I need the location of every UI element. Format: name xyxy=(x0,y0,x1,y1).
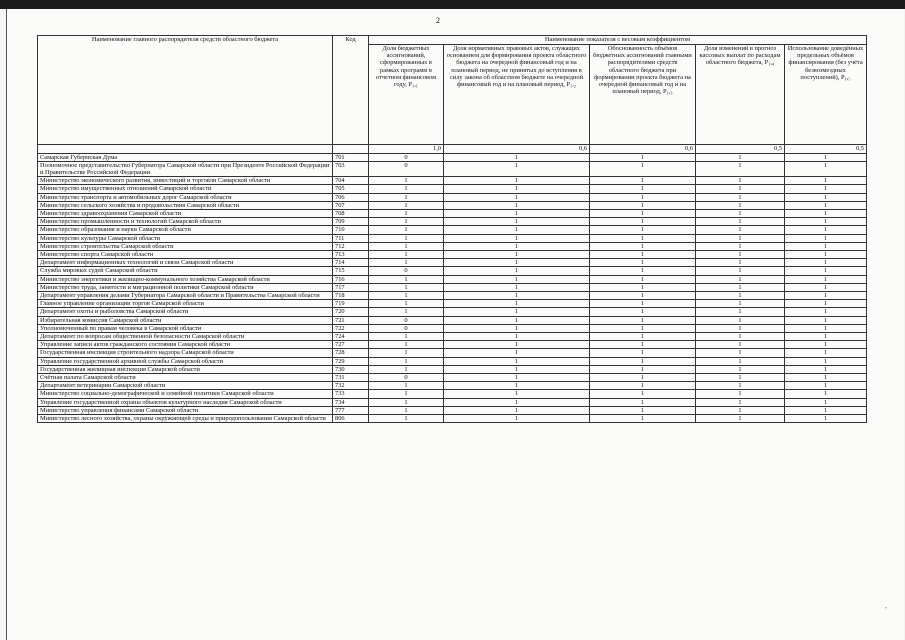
row-value-p15: 1 xyxy=(785,153,867,161)
row-code: 712 xyxy=(333,242,369,250)
row-value-p14: 1 xyxy=(696,406,785,414)
row-code: 806 xyxy=(333,415,369,423)
row-value-p13: 1 xyxy=(590,300,696,308)
row-value-p14: 1 xyxy=(696,390,785,398)
row-value-p11: 1 xyxy=(369,201,444,209)
row-value-p12: 1 xyxy=(444,267,590,275)
table-row xyxy=(38,193,867,201)
row-name: Министерство сельского хозяйства и продовольствия Самарской области xyxy=(38,201,333,209)
row-code: 724 xyxy=(333,332,369,340)
row-value-p12: 1 xyxy=(444,398,590,406)
row-code: 728 xyxy=(333,349,369,357)
row-value-p11: 1 xyxy=(369,275,444,283)
row-value-p14: 1 xyxy=(696,382,785,390)
row-value-p12: 1 xyxy=(444,373,590,381)
row-name: Министерство социально-демографической и семейной политики Самарской области xyxy=(38,390,333,398)
row-value-p13: 1 xyxy=(590,283,696,291)
row-value-p13: 1 xyxy=(590,153,696,161)
row-code: 711 xyxy=(333,234,369,242)
table-row xyxy=(38,275,867,283)
row-name: Департамент по вопросам общественной безопасности Самарской области xyxy=(38,332,333,340)
table-row xyxy=(38,390,867,398)
row-code: 709 xyxy=(333,218,369,226)
row-value-p14: 1 xyxy=(696,300,785,308)
table-row xyxy=(38,218,867,226)
row-value-p13: 1 xyxy=(590,275,696,283)
row-name: Государственная инспекция строительного надзора Самарской области xyxy=(38,349,333,357)
row-value-p11: 1 xyxy=(369,300,444,308)
row-value-p11: 1 xyxy=(369,283,444,291)
row-value-p11: 1 xyxy=(369,341,444,349)
row-value-p12: 1 xyxy=(444,218,590,226)
table-row xyxy=(38,415,867,423)
row-code: 716 xyxy=(333,275,369,283)
row-value-p11: 1 xyxy=(369,357,444,365)
row-value-p14: 1 xyxy=(696,308,785,316)
row-name: Министерство имущественных отношений Самарской области xyxy=(38,185,333,193)
row-name: Самарская Губернская Дума xyxy=(38,153,333,161)
table-row xyxy=(38,250,867,258)
table-row xyxy=(38,177,867,185)
row-name: Министерство строительства Самарской области xyxy=(38,242,333,250)
scan-top-edge xyxy=(0,0,905,9)
row-value-p13: 1 xyxy=(590,415,696,423)
row-value-p12: 1 xyxy=(444,332,590,340)
row-value-p15: 1 xyxy=(785,242,867,250)
row-code: 715 xyxy=(333,267,369,275)
row-value-p14: 1 xyxy=(696,341,785,349)
row-name: Министерство лесного хозяйства, охраны окружающей среды и природопользования Самарской области xyxy=(38,415,333,423)
header-indicator-p12: Доля нормативных правовых актов, служащих основанием для формирования проекта областного бюджета на очередной финансовый год и на плановый период, не принятых до вступления в силу закона об областном бюджете на очередной финансовый год и на плановый период, P₁,₂ xyxy=(444,45,590,145)
row-name: Управление государственной архивной службы Самарской области xyxy=(38,357,333,365)
row-value-p15: 1 xyxy=(785,209,867,217)
row-value-p14: 1 xyxy=(696,291,785,299)
table-row xyxy=(38,357,867,365)
table-body xyxy=(38,153,867,423)
row-value-p15: 1 xyxy=(785,161,867,176)
row-name: Управление записи актов гражданского состояния Самарской области xyxy=(38,341,333,349)
row-value-p13: 1 xyxy=(590,259,696,267)
row-value-p14: 1 xyxy=(696,161,785,176)
row-value-p12: 1 xyxy=(444,357,590,365)
row-value-p11: 1 xyxy=(369,365,444,373)
row-value-p12: 1 xyxy=(444,390,590,398)
row-value-p12: 1 xyxy=(444,153,590,161)
row-name: Избирательная комиссия Самарской области xyxy=(38,316,333,324)
row-value-p15: 1 xyxy=(785,275,867,283)
row-value-p12: 1 xyxy=(444,259,590,267)
table-row xyxy=(38,242,867,250)
row-value-p15: 1 xyxy=(785,332,867,340)
row-value-p13: 1 xyxy=(590,332,696,340)
row-name: Министерство энергетики и жилищно-коммунального хозяйства Самарской области xyxy=(38,275,333,283)
row-value-p11: 0 xyxy=(369,153,444,161)
row-value-p15: 1 xyxy=(785,291,867,299)
weights-row xyxy=(38,145,867,154)
row-value-p14: 1 xyxy=(696,234,785,242)
row-code: 705 xyxy=(333,185,369,193)
row-value-p13: 1 xyxy=(590,316,696,324)
table-row xyxy=(38,283,867,291)
row-code: 704 xyxy=(333,177,369,185)
budget-indicators-table xyxy=(37,35,867,423)
row-value-p15: 1 xyxy=(785,406,867,414)
table-row xyxy=(38,373,867,381)
row-value-p12: 1 xyxy=(444,300,590,308)
header-indicator-p14: Доля изменений в прогноз кассовых выплат по расходам областного бюджета, P₁,₄ xyxy=(696,45,785,145)
row-value-p14: 1 xyxy=(696,415,785,423)
row-value-p11: 1 xyxy=(369,398,444,406)
row-value-p15: 1 xyxy=(785,373,867,381)
row-code: 710 xyxy=(333,226,369,234)
weight-p14: 0,5 xyxy=(696,145,785,154)
row-name: Министерство экономического развития, инвестиций и торговли Самарской области xyxy=(38,177,333,185)
row-code: 720 xyxy=(333,308,369,316)
row-value-p13: 1 xyxy=(590,349,696,357)
row-name: Министерство здравоохранения Самарской области xyxy=(38,209,333,217)
row-value-p15: 1 xyxy=(785,357,867,365)
weights-name-cell xyxy=(38,145,333,154)
row-value-p11: 1 xyxy=(369,242,444,250)
row-value-p14: 1 xyxy=(696,373,785,381)
row-value-p12: 1 xyxy=(444,406,590,414)
header-code-column: Код xyxy=(333,36,369,145)
row-name: Министерство образования и науки Самарской области xyxy=(38,226,333,234)
row-code: 730 xyxy=(333,365,369,373)
table-row xyxy=(38,153,867,161)
row-value-p14: 1 xyxy=(696,226,785,234)
row-value-p14: 1 xyxy=(696,218,785,226)
table-row xyxy=(38,332,867,340)
row-value-p15: 1 xyxy=(785,349,867,357)
table-row xyxy=(38,300,867,308)
scan-speck: , xyxy=(885,602,887,610)
row-name: Государственная жилищная инспекция Самарской области xyxy=(38,365,333,373)
row-value-p13: 1 xyxy=(590,373,696,381)
row-name: Министерство спорта Самарской области xyxy=(38,250,333,258)
table-row xyxy=(38,267,867,275)
row-value-p12: 1 xyxy=(444,185,590,193)
header-indicator-p15: Использование доведённых предельных объёмов финансирования (без учёта безвозмездных поступлений), P₁,₅ xyxy=(785,45,867,145)
row-name: Министерство управления финансами Самарской области xyxy=(38,406,333,414)
row-value-p14: 1 xyxy=(696,193,785,201)
table-row xyxy=(38,201,867,209)
row-value-p14: 1 xyxy=(696,250,785,258)
row-value-p15: 1 xyxy=(785,390,867,398)
row-value-p13: 1 xyxy=(590,357,696,365)
weight-p15: 0,5 xyxy=(785,145,867,154)
row-value-p11: 1 xyxy=(369,382,444,390)
row-value-p11: 1 xyxy=(369,185,444,193)
row-value-p11: 0 xyxy=(369,373,444,381)
row-value-p15: 1 xyxy=(785,316,867,324)
row-value-p15: 1 xyxy=(785,218,867,226)
table-row xyxy=(38,406,867,414)
row-value-p12: 1 xyxy=(444,415,590,423)
row-value-p11: 1 xyxy=(369,390,444,398)
row-value-p13: 1 xyxy=(590,250,696,258)
row-name: Министерство транспорта и автомобильных дорог Самарской области xyxy=(38,193,333,201)
row-value-p14: 1 xyxy=(696,242,785,250)
row-name: Главное управление организации торгов Самарской области xyxy=(38,300,333,308)
row-value-p13: 1 xyxy=(590,177,696,185)
table-row xyxy=(38,209,867,217)
row-value-p15: 1 xyxy=(785,193,867,201)
row-value-p12: 1 xyxy=(444,341,590,349)
row-value-p11: 0 xyxy=(369,324,444,332)
row-value-p13: 1 xyxy=(590,398,696,406)
row-value-p12: 1 xyxy=(444,349,590,357)
row-value-p14: 1 xyxy=(696,201,785,209)
weight-p11: 1,0 xyxy=(369,145,444,154)
row-value-p15: 1 xyxy=(785,341,867,349)
row-value-p14: 1 xyxy=(696,365,785,373)
row-value-p12: 1 xyxy=(444,275,590,283)
row-value-p12: 1 xyxy=(444,308,590,316)
row-value-p11: 1 xyxy=(369,259,444,267)
row-code: 734 xyxy=(333,398,369,406)
row-value-p11: 0 xyxy=(369,316,444,324)
row-name: Министерство труда, занятости и миграционной политики Самарской области xyxy=(38,283,333,291)
row-code: 714 xyxy=(333,259,369,267)
row-value-p14: 1 xyxy=(696,267,785,275)
row-code: 729 xyxy=(333,357,369,365)
row-name: Служба мировых судей Самарской области xyxy=(38,267,333,275)
row-code: 719 xyxy=(333,300,369,308)
row-value-p11: 1 xyxy=(369,177,444,185)
table-row xyxy=(38,341,867,349)
row-value-p15: 1 xyxy=(785,415,867,423)
row-value-p13: 1 xyxy=(590,193,696,201)
row-value-p15: 1 xyxy=(785,300,867,308)
row-value-p12: 1 xyxy=(444,234,590,242)
row-value-p14: 1 xyxy=(696,357,785,365)
row-value-p14: 1 xyxy=(696,177,785,185)
table-row xyxy=(38,291,867,299)
row-value-p13: 1 xyxy=(590,242,696,250)
row-value-p11: 1 xyxy=(369,250,444,258)
row-value-p15: 1 xyxy=(785,267,867,275)
table-row xyxy=(38,349,867,357)
row-value-p13: 1 xyxy=(590,218,696,226)
page-number: 2 xyxy=(436,16,440,25)
row-value-p11: 1 xyxy=(369,218,444,226)
row-code: 722 xyxy=(333,324,369,332)
table-row xyxy=(38,161,867,176)
row-value-p13: 1 xyxy=(590,161,696,176)
row-value-p15: 1 xyxy=(785,185,867,193)
row-value-p15: 1 xyxy=(785,382,867,390)
row-value-p12: 1 xyxy=(444,161,590,176)
row-value-p14: 1 xyxy=(696,316,785,324)
row-value-p13: 1 xyxy=(590,308,696,316)
row-value-p12: 1 xyxy=(444,201,590,209)
row-value-p11: 1 xyxy=(369,415,444,423)
row-code: 733 xyxy=(333,390,369,398)
row-value-p12: 1 xyxy=(444,209,590,217)
row-code: 708 xyxy=(333,209,369,217)
row-value-p12: 1 xyxy=(444,193,590,201)
header-indicators-group: Наименование показателя с весовым коэффициентом xyxy=(369,36,867,45)
row-code: 732 xyxy=(333,382,369,390)
table-row xyxy=(38,398,867,406)
row-name: Департамент информационных технологий и связи Самарской области xyxy=(38,259,333,267)
row-value-p13: 1 xyxy=(590,267,696,275)
row-value-p15: 1 xyxy=(785,234,867,242)
row-value-p11: 1 xyxy=(369,406,444,414)
row-value-p11: 1 xyxy=(369,291,444,299)
row-code: 706 xyxy=(333,193,369,201)
weights-code-cell xyxy=(333,145,369,154)
row-name: Департамент охоты и рыболовства Самарской области xyxy=(38,308,333,316)
table-row xyxy=(38,226,867,234)
row-code: 717 xyxy=(333,283,369,291)
row-code: 727 xyxy=(333,341,369,349)
row-name: Счётная палата Самарской области xyxy=(38,373,333,381)
row-value-p11: 0 xyxy=(369,161,444,176)
row-value-p15: 1 xyxy=(785,201,867,209)
row-value-p11: 1 xyxy=(369,234,444,242)
row-value-p14: 1 xyxy=(696,398,785,406)
row-name: Управление государственной охраны объектов культурного наследия Самарской области xyxy=(38,398,333,406)
row-value-p13: 1 xyxy=(590,291,696,299)
row-value-p12: 1 xyxy=(444,316,590,324)
header-indicator-p13: Обоснованность объёмов бюджетных ассигнований главными распорядителями средств областного бюджета при формировании проекта бюджета на очередной финансовый год и на плановый период, P₁,₃ xyxy=(590,45,696,145)
row-value-p12: 1 xyxy=(444,283,590,291)
row-code: 718 xyxy=(333,291,369,299)
row-value-p13: 1 xyxy=(590,324,696,332)
row-name: Департамент ветеринарии Самарской области xyxy=(38,382,333,390)
table-row xyxy=(38,308,867,316)
row-value-p14: 1 xyxy=(696,185,785,193)
row-code: 777 xyxy=(333,406,369,414)
row-value-p14: 1 xyxy=(696,324,785,332)
table-row xyxy=(38,234,867,242)
row-value-p14: 1 xyxy=(696,259,785,267)
row-value-p13: 1 xyxy=(590,185,696,193)
row-value-p11: 1 xyxy=(369,226,444,234)
row-value-p11: 1 xyxy=(369,308,444,316)
row-name: Полномочное представительство Губернатора Самарской области при Президенте Российской Федерации и Правительстве Российской Федерации xyxy=(38,161,333,176)
row-value-p14: 1 xyxy=(696,275,785,283)
weight-p12: 0,6 xyxy=(444,145,590,154)
table-row xyxy=(38,185,867,193)
row-value-p12: 1 xyxy=(444,382,590,390)
row-value-p13: 1 xyxy=(590,209,696,217)
row-value-p11: 1 xyxy=(369,349,444,357)
row-code: 703 xyxy=(333,161,369,176)
row-value-p15: 1 xyxy=(785,283,867,291)
row-value-p13: 1 xyxy=(590,406,696,414)
row-value-p15: 1 xyxy=(785,259,867,267)
row-value-p13: 1 xyxy=(590,382,696,390)
row-value-p14: 1 xyxy=(696,153,785,161)
row-value-p15: 1 xyxy=(785,398,867,406)
row-value-p11: 1 xyxy=(369,209,444,217)
row-value-p14: 1 xyxy=(696,332,785,340)
row-value-p12: 1 xyxy=(444,177,590,185)
row-value-p15: 1 xyxy=(785,308,867,316)
row-code: 707 xyxy=(333,201,369,209)
row-value-p15: 1 xyxy=(785,226,867,234)
row-name: Департамент управления делами Губернатора Самарской области и Правительства Самарской области xyxy=(38,291,333,299)
row-value-p15: 1 xyxy=(785,250,867,258)
row-name: Министерство культуры Самарской области xyxy=(38,234,333,242)
row-value-p14: 1 xyxy=(696,349,785,357)
row-name: Министерство промышленности и технологий Самарской области xyxy=(38,218,333,226)
row-value-p14: 1 xyxy=(696,283,785,291)
row-value-p13: 1 xyxy=(590,234,696,242)
row-value-p15: 1 xyxy=(785,177,867,185)
row-code: 731 xyxy=(333,373,369,381)
row-value-p11: 1 xyxy=(369,193,444,201)
row-code: 701 xyxy=(333,153,369,161)
row-value-p13: 1 xyxy=(590,390,696,398)
table-row xyxy=(38,365,867,373)
row-value-p15: 1 xyxy=(785,324,867,332)
row-value-p14: 1 xyxy=(696,209,785,217)
header-indicator-p11: Доля бюджетных ассигнований, сформированных в рамках программ в отчетном финансовом году, P₁,₁ xyxy=(369,45,444,145)
row-value-p13: 1 xyxy=(590,226,696,234)
row-value-p12: 1 xyxy=(444,291,590,299)
row-value-p15: 1 xyxy=(785,365,867,373)
row-value-p12: 1 xyxy=(444,324,590,332)
row-name: Уполномоченный по правам человека в Самарской области xyxy=(38,324,333,332)
table-row xyxy=(38,382,867,390)
weight-p13: 0,6 xyxy=(590,145,696,154)
row-value-p11: 0 xyxy=(369,267,444,275)
table-row xyxy=(38,324,867,332)
row-value-p12: 1 xyxy=(444,250,590,258)
table-row xyxy=(38,316,867,324)
row-value-p13: 1 xyxy=(590,365,696,373)
row-value-p12: 1 xyxy=(444,226,590,234)
row-value-p13: 1 xyxy=(590,201,696,209)
row-value-p12: 1 xyxy=(444,242,590,250)
table-row xyxy=(38,259,867,267)
header-name-column: Наименование главного распорядителя средств областного бюджета xyxy=(38,36,333,145)
row-value-p13: 1 xyxy=(590,341,696,349)
row-code: 721 xyxy=(333,316,369,324)
row-code: 713 xyxy=(333,250,369,258)
row-value-p11: 1 xyxy=(369,332,444,340)
row-value-p12: 1 xyxy=(444,365,590,373)
